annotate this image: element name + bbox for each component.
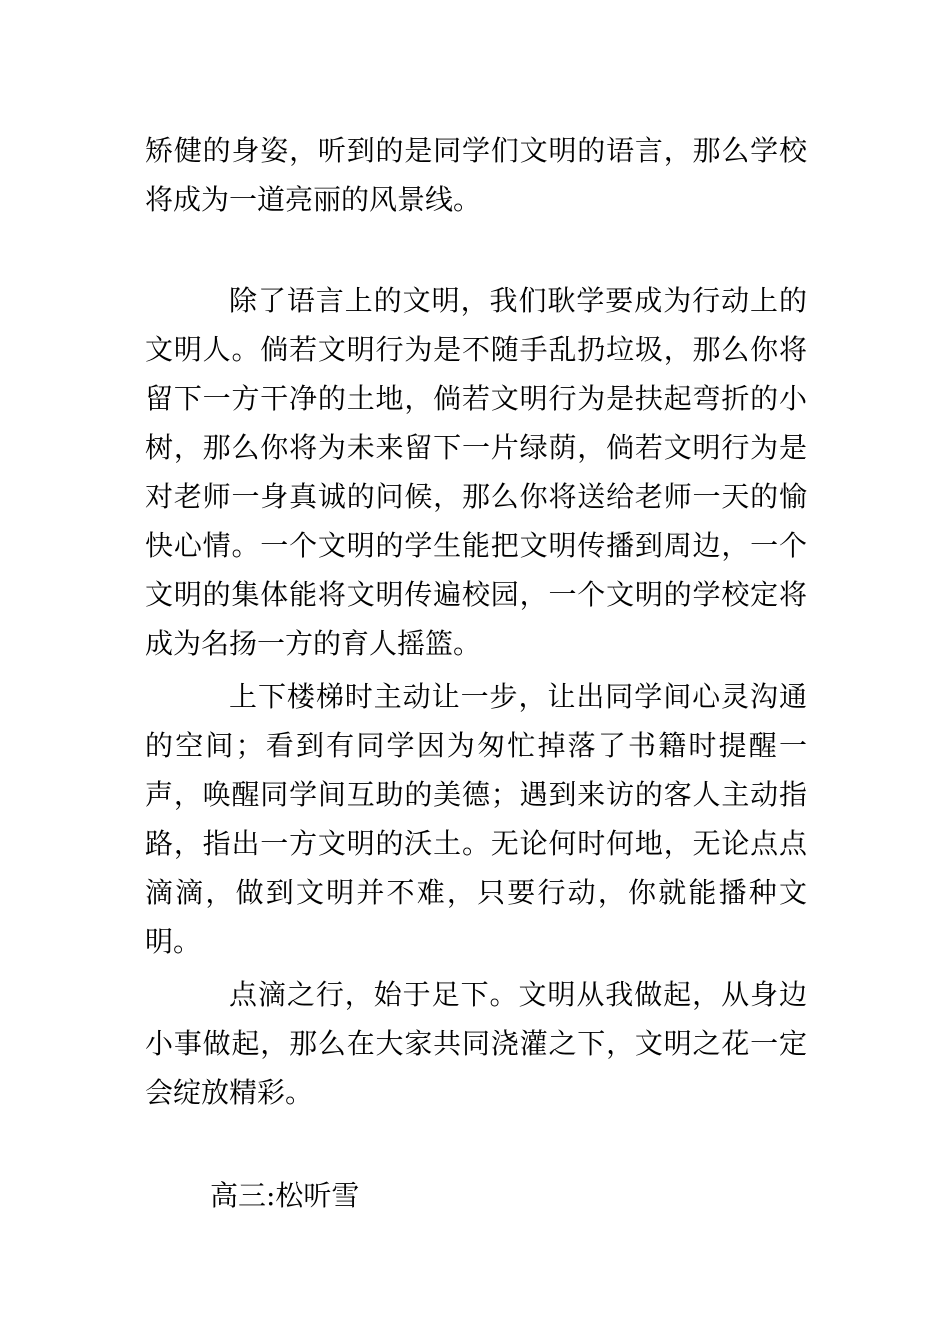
- paragraph-civility-actions: 除了语言上的文明，我们耿学要成为行动上的文明人。倘若文明行为是不随手乱扔垃圾，那么你将留下一方干净的土地，倘若文明行为是扶起弯折的小树，那么你将为未来留下一片绿荫，倘若文明行为是对老师一身真诚的问候，那么你将送给老师一天的愉快心情。一个文明的学生能把文明传播到周边，一个文明的集体能将文明传遍校园，一个文明的学校定将成为名扬一方的育人摇篮。: [145, 284, 807, 660]
- paragraph-helping-classmates: 上下楼梯时主动让一步，让出同学间心灵沟通的空间；看到有同学因为匆忙掉落了书籍时提醒一声，唤醒同学间互助的美德；遇到来访的客人主动指路，指出一方文明的沃土。无论何时何地，无论点点滴滴，做到文明并不难，只要行动，你就能播种文明。: [145, 680, 807, 958]
- paragraph-conclusion: 点滴之行，始于足下。文明从我做起，从身边小事做起，那么在大家共同浇灌之下，文明之花一定会绽放精彩。: [145, 978, 807, 1109]
- paragraph-continuation: 矫健的身姿，听到的是同学们文明的语言，那么学校将成为一道亮丽的风景线。: [145, 134, 807, 216]
- author-signature: 高三:松听雪: [210, 1179, 360, 1212]
